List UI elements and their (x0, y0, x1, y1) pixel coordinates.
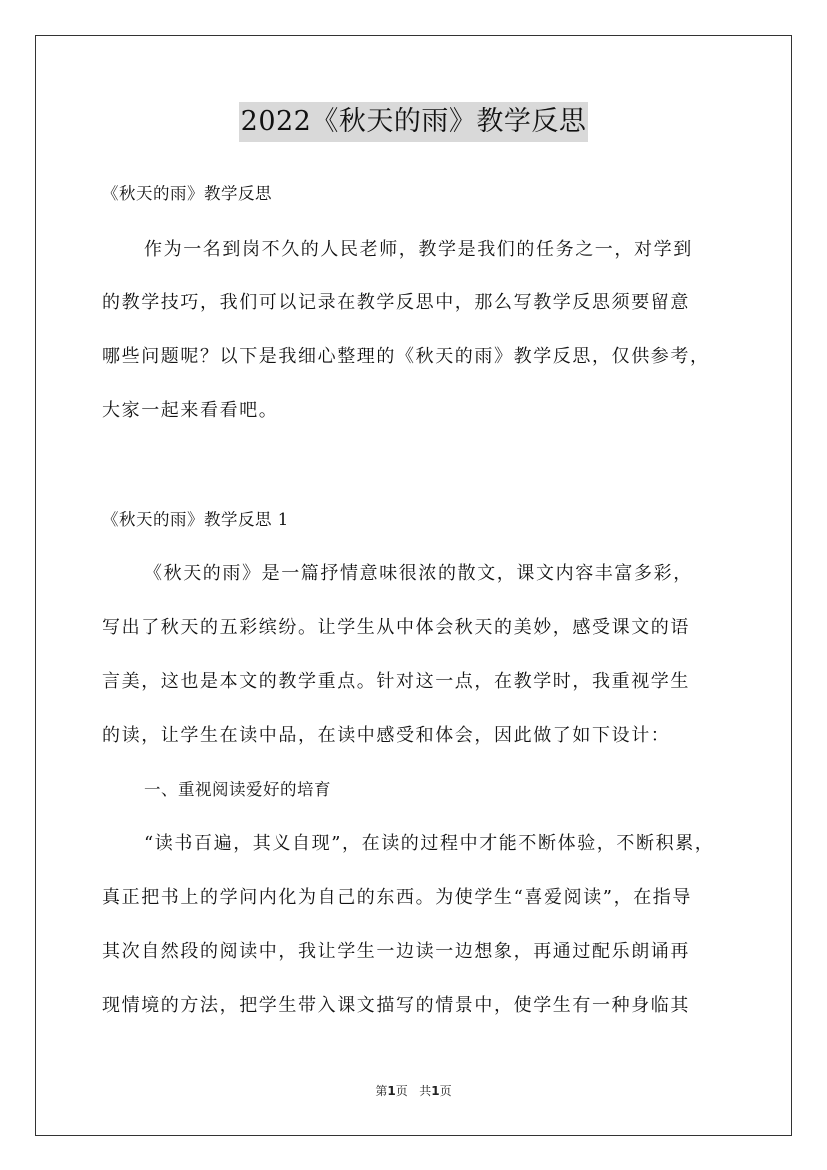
total-prefix: 共 (419, 1084, 432, 1098)
intro-line-3: 哪些问题呢？以下是我细心整理的《秋天的雨》教学反思，仅供参考， (102, 346, 710, 367)
section1-line-3: 言美，这也是本文的教学重点。针对这一点，在教学时，我重视学生 (102, 671, 690, 692)
page-prefix: 第 (375, 1084, 388, 1098)
intro-line-4: 大家一起来看看吧。 (102, 400, 279, 421)
section1-line-2: 写出了秋天的五彩缤纷。让学生从中体会秋天的美妙，感受课文的语 (102, 617, 690, 638)
section2-line-1: “读书百遍，其义自现”，在读的过程中才能不断体验，不断积累， (144, 833, 715, 854)
section2-line-2: 真正把书上的学问内化为自己的东西。为使学生“喜爱阅读”，在指导 (102, 887, 693, 908)
section2-line-3: 其次自然段的阅读中，我让学生一边读一边想象，再通过配乐朗诵再 (102, 941, 690, 962)
page-suffix: 页 (395, 1084, 408, 1098)
section1-line-4: 的读，让学生在读中品，在读中感受和体会，因此做了如下设计： (102, 725, 671, 746)
section1-line-1: 《秋天的雨》是一篇抒情意味很浓的散文，课文内容丰富多彩， (144, 563, 693, 584)
subheading: 一、重视阅读爱好的培育 (144, 780, 331, 799)
section1-heading: 《秋天的雨》教学反思 1 (102, 510, 289, 529)
document-subtitle: 《秋天的雨》教学反思 (102, 184, 272, 203)
intro-line-1: 作为一名到岗不久的人民老师，教学是我们的任务之一，对学到 (144, 239, 693, 260)
total-suffix: 页 (439, 1084, 452, 1098)
section2-line-4: 现情境的方法，把学生带入课文描写的情景中，使学生有一种身临其 (102, 995, 690, 1016)
intro-line-2: 的教学技巧，我们可以记录在教学反思中，那么写教学反思须要留意 (102, 292, 690, 313)
total-number: 1 (431, 1084, 440, 1098)
page-footer (0, 1082, 827, 1099)
document-title (0, 102, 827, 142)
page-number: 1 (387, 1084, 396, 1098)
document-title-text: 2022《秋天的雨》教学反思 (239, 102, 589, 142)
